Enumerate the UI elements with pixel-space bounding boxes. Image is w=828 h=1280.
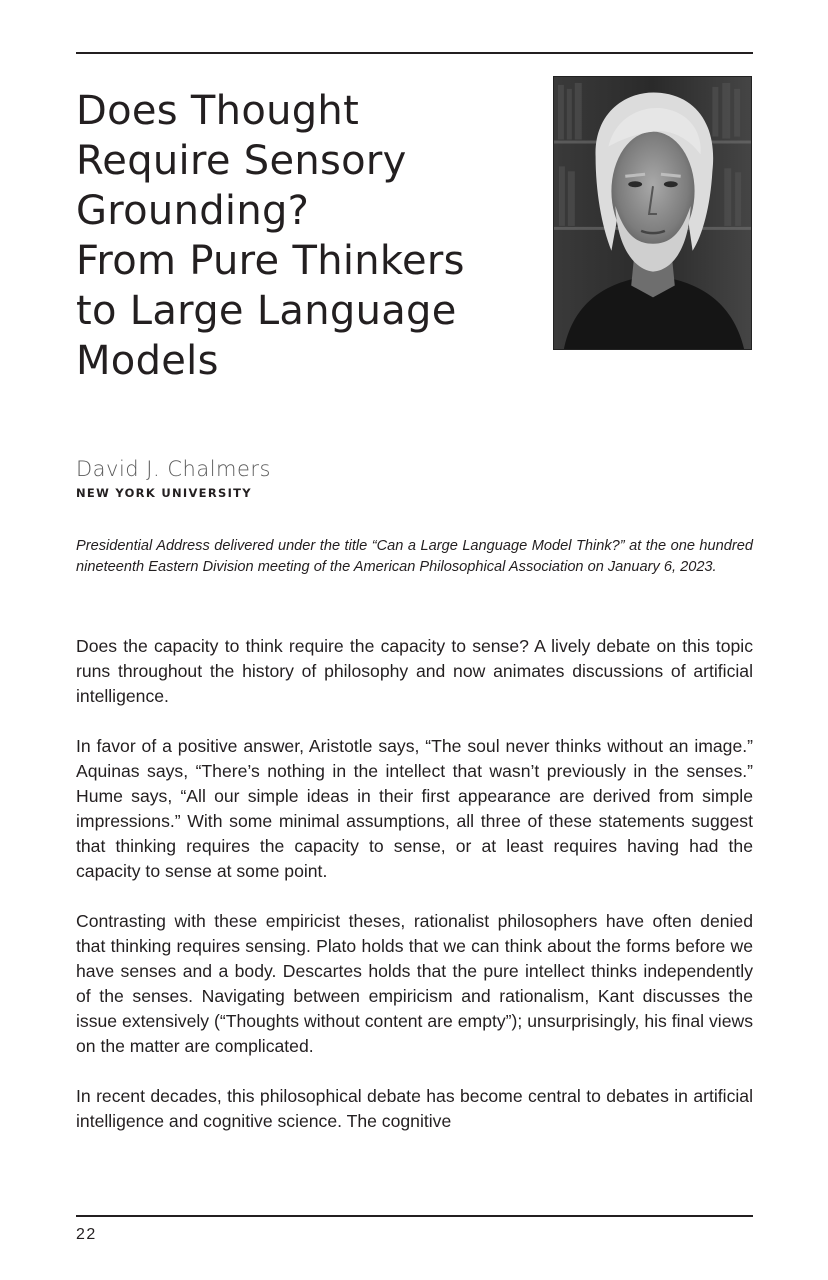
author-portrait [553, 76, 752, 350]
article-body [76, 634, 753, 1134]
title-line: to Large Language [76, 288, 457, 334]
title-line: Models [76, 338, 219, 384]
portrait-illustration [554, 77, 751, 349]
page-number: 22 [76, 1226, 97, 1243]
author-affiliation: NEW YORK UNIVERSITY [76, 486, 252, 500]
address-note: Presidential Address delivered under the title “Can a Large Language Model Think?” at the one hundred nineteenth Eastern Division meeting of the American Philosophical Association on January 6, 2023. [76, 538, 753, 575]
bottom-rule [76, 1215, 753, 1217]
title-line: Require Sensory [76, 138, 407, 184]
title-line: From Pure Thinkers [76, 238, 465, 284]
title-line: Grounding? [76, 188, 310, 234]
author-name: David J. Chalmers [76, 457, 271, 481]
top-rule [76, 52, 753, 54]
body-paragraph: Contrasting with these empiricist theses, rationalist philosophers have often denied that thinking requires sensing. Plato holds that we can think about the forms before we have senses and a body. Descartes holds that the pure intellect thinks independently of the senses. Navigating between empiricism and rationalism, Kant discusses the issue extensively (“Thoughts without content are empty”); unsurprisingly, his final views on the matter are complicated. [76, 911, 753, 1056]
title-line: Does Thought [76, 88, 360, 134]
body-paragraph: In recent decades, this philosophical debate has become central to debates in artificial intelligence and cognitive science. The cognitive [76, 1086, 753, 1131]
body-paragraph: Does the capacity to think require the capacity to sense? A lively debate on this topic runs throughout the history of philosophy and now animates discussions of artificial intelligence. [76, 636, 753, 706]
article-title [76, 86, 546, 386]
body-paragraph: In favor of a positive answer, Aristotle says, “The soul never thinks without an image.” Aquinas says, “There’s nothing in the intellect that wasn’t previously in the senses.” Hume says, “All our simple ideas in their first appearance are derived from simple impressions.” With some minimal assumptions, all three of these statements suggest that thinking requires the capacity to sense, or at least requires having had the capacity to sense at some point. [76, 736, 753, 881]
